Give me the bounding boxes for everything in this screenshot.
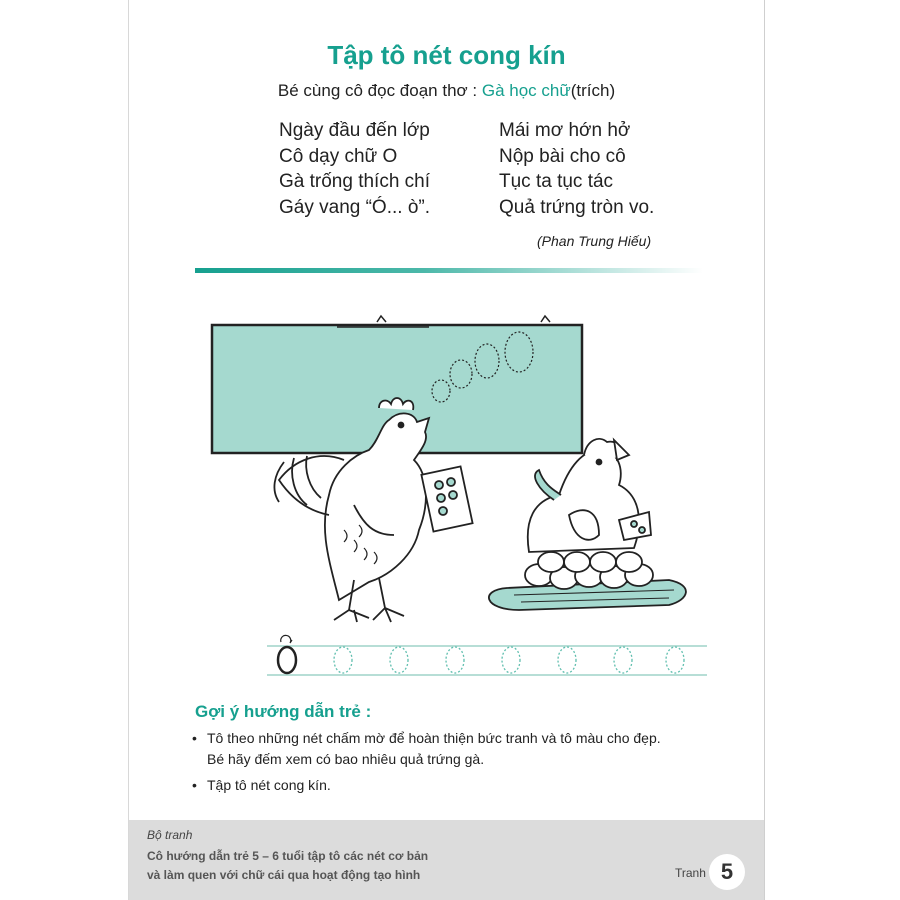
poem-line: Gà trống thích chí xyxy=(279,171,431,192)
poem-line: Nộp bài cho cô xyxy=(499,145,626,167)
dotted-oval-trace[interactable] xyxy=(614,647,632,673)
hen-drawing xyxy=(489,439,686,610)
hint-item xyxy=(187,728,727,770)
page-title: Tập tô nét cong kín xyxy=(327,40,566,70)
hint-list xyxy=(187,728,727,801)
poem-excerpt-note: (trích) xyxy=(570,81,616,100)
stroke-start-arrow xyxy=(281,635,292,643)
illustration[interactable] xyxy=(129,290,765,680)
poem-title: Gà học chữ xyxy=(481,81,571,100)
poem-line: Ngày đầu đến lớp xyxy=(279,120,430,141)
footer-book-title xyxy=(147,847,428,885)
hint-item xyxy=(187,775,727,796)
worksheet-page xyxy=(128,0,765,900)
picture-number-badge: 5 xyxy=(709,854,745,890)
poem-line: Cô dạy chữ O xyxy=(279,145,398,167)
footer-series: Bộ tranh xyxy=(147,828,193,842)
poem-intro xyxy=(129,81,764,101)
poem-line: Gáy vang “Ó... ò”. xyxy=(279,196,430,218)
poem-author: (Phan Trung Hiếu) xyxy=(537,233,652,249)
dotted-oval-trace[interactable] xyxy=(666,647,684,673)
dotted-oval-trace[interactable] xyxy=(390,647,408,673)
poem-stanza-right xyxy=(499,118,654,220)
footer-book-line: Cô hướng dẫn trẻ 5 – 6 tuổi tập tô các nét cơ bản xyxy=(147,849,429,863)
dotted-oval-trace[interactable] xyxy=(334,647,352,673)
footer-book-line: và làm quen với chữ cái qua hoạt động tạo hình xyxy=(147,868,421,882)
solid-oval-example xyxy=(278,647,296,673)
hint-text: Bé hãy đếm xem có bao nhiêu quả trứng gà. xyxy=(207,751,485,767)
poem-intro-text: Bé cùng cô đọc đoạn thơ : xyxy=(277,81,482,100)
hint-text: Tập tô nét cong kín. xyxy=(207,777,331,793)
poem-stanza-left xyxy=(279,118,430,220)
poem-line: Mái mơ hớn hở xyxy=(499,120,631,141)
page-footer xyxy=(129,820,764,900)
poem-line: Tục ta tục tác xyxy=(499,171,614,192)
picture-label: Tranh xyxy=(675,866,706,880)
section-divider xyxy=(195,268,703,273)
bullet-icon: • xyxy=(192,777,197,793)
poem-line: Quả trứng tròn vo. xyxy=(499,196,655,218)
dotted-oval-trace[interactable] xyxy=(502,647,520,673)
dotted-oval-trace[interactable] xyxy=(558,647,576,673)
dotted-oval-trace[interactable] xyxy=(446,647,464,673)
tracing-practice-row[interactable] xyxy=(267,635,707,675)
hint-heading: Gợi ý hướng dẫn trẻ : xyxy=(195,702,372,721)
hint-text: Tô theo những nét chấm mờ để hoàn thiện bức tranh và tô màu cho đẹp. xyxy=(207,730,661,746)
bullet-icon: • xyxy=(192,730,197,746)
